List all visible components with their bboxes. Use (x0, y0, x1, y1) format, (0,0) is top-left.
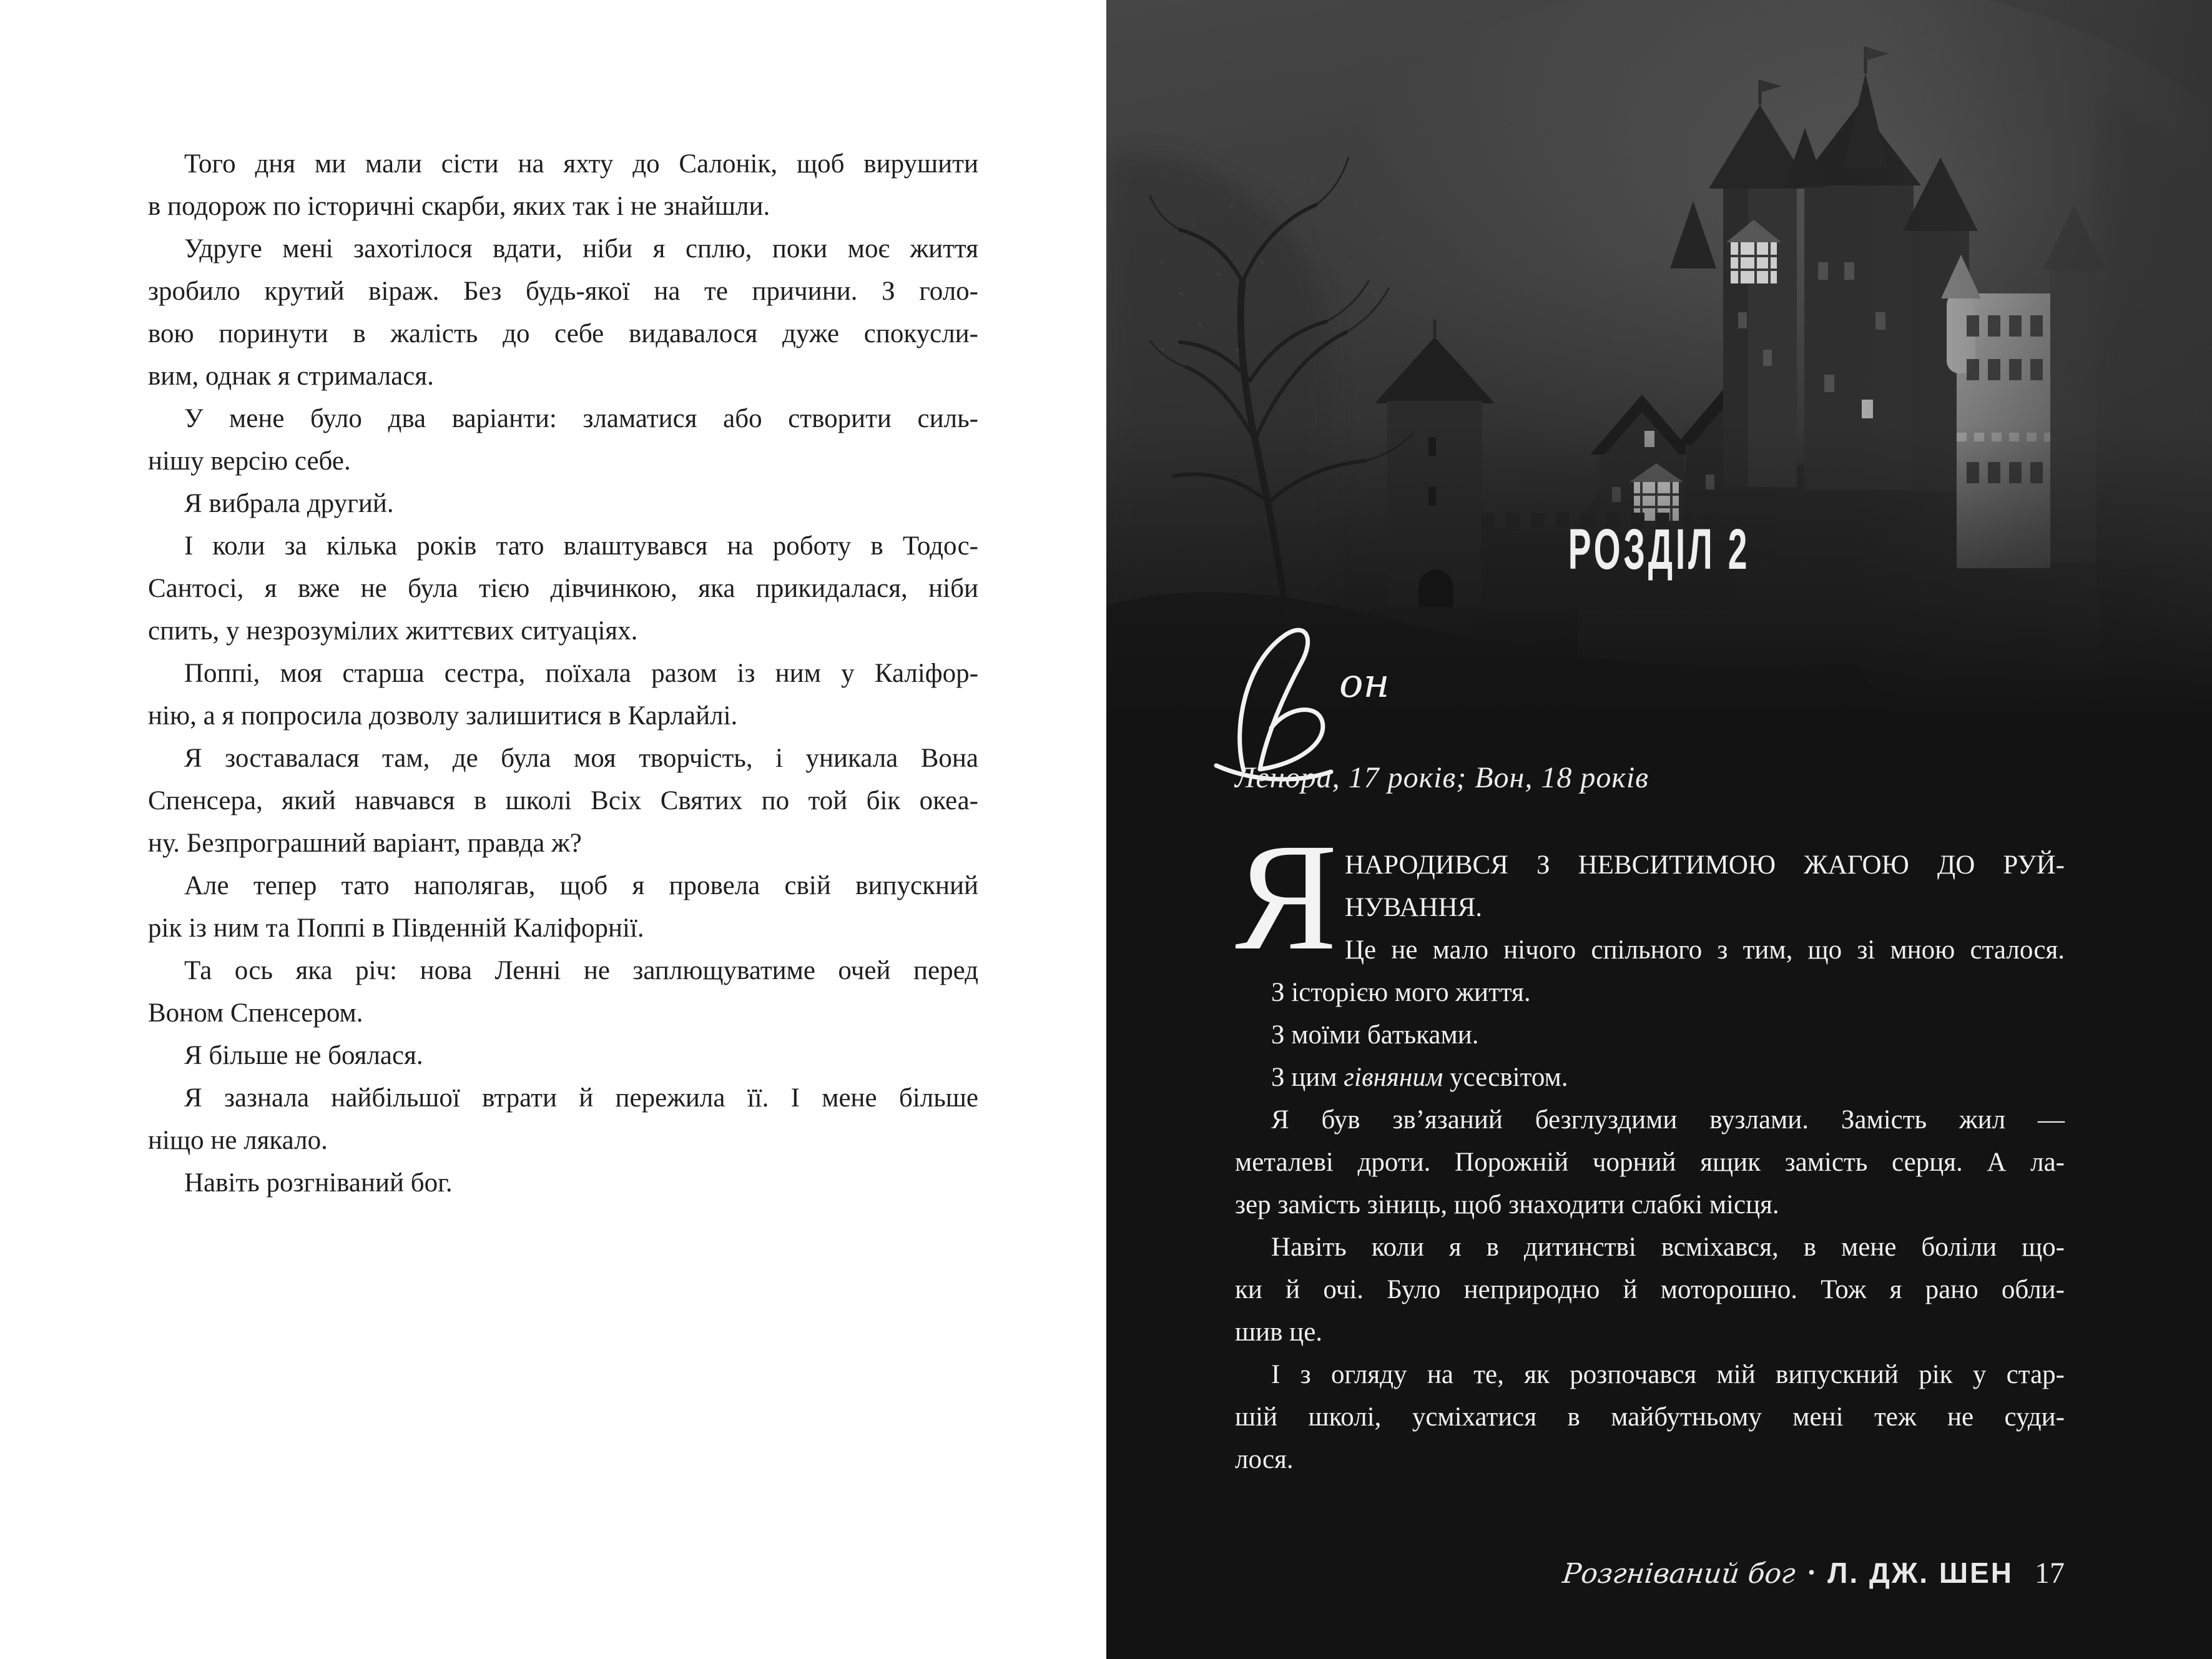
text-line: в подорож по історичні скарби, яких так і не знайшли. (148, 192, 770, 221)
paragraph (148, 1035, 978, 1077)
text-line: Я більше не боялася. (184, 1041, 423, 1070)
text-segment: усесвітом. (1443, 1063, 1568, 1092)
drop-cap: Я (1235, 812, 1338, 982)
paragraph (1235, 1056, 2065, 1099)
chapter-title: РОЗДІЛ 2 (1568, 518, 1751, 581)
text-line: шив це. (1235, 1317, 1323, 1347)
right-page-body (1235, 812, 2065, 1481)
text-line: вим, однак я стрималася. (148, 362, 434, 391)
signature-initial-flourish (1216, 630, 1331, 779)
paragraph (148, 737, 978, 865)
paragraph (148, 228, 978, 398)
footer-bullet-icon: • (1807, 1561, 1816, 1583)
text-line: Того дня ми мали сісти на яхту до Салонік, щоб вирушити (184, 149, 978, 179)
paragraph (148, 525, 978, 652)
text-line: Спенсера, який навчався в школі Всіх Святих по той бік океа- (148, 786, 978, 815)
text-line: зер замість зіниць, щоб знаходити слабкі місця. (1235, 1190, 1779, 1219)
right-page (1106, 0, 2212, 1659)
text-line: З історією мого життя. (1271, 978, 1531, 1007)
dropcap-paragraph (1235, 812, 2065, 982)
text-line: лося. (1235, 1445, 1294, 1474)
paragraph (148, 652, 978, 737)
page-footer (1563, 1556, 2065, 1590)
text-line: Я вибрала другий. (184, 489, 394, 518)
paragraph (148, 483, 978, 525)
paragraph (148, 143, 978, 228)
footer-author: Л. ДЖ. ШЕН (1827, 1557, 2013, 1589)
paragraph (1235, 1354, 2065, 1481)
text-line: спить, у незрозумілих життєвих ситуаціях. (148, 616, 638, 646)
text-line: Навіть розгніваний бог. (184, 1168, 453, 1198)
text-line: Я зазнала найбільшої втрати й пережила її. І мене більше (184, 1083, 978, 1113)
page-number: 17 (2035, 1557, 2065, 1590)
text-line: Удруге мені захотілося вдати, ніби я сплю, поки моє життя (184, 234, 978, 263)
text-line: шій школі, усміхатися в майбутньому мені теж не суди- (1235, 1402, 2065, 1432)
text-line: З моїми батьками. (1271, 1020, 1479, 1050)
text-line (1235, 1056, 2065, 1099)
text-line: нішу версію себе. (148, 446, 351, 476)
paragraph (1235, 972, 2065, 1014)
left-page-body (148, 143, 978, 1204)
footer-book-title: Розгніваний бог (1561, 1558, 1797, 1590)
text-line: вою поринути в жалість до себе видавалося дуже спокусли- (148, 319, 978, 348)
text-line: рік із ним та Поппі в Південній Каліфорнії. (148, 913, 644, 943)
paragraph (148, 950, 978, 1035)
signature-tail: он (1339, 661, 1390, 707)
text-line: Та ось яка річ: нова Ленні не заплющуватиме очей перед (184, 956, 978, 985)
text-line: Навіть коли я в дитинстві всміхався, в мене боліли що- (1271, 1233, 2065, 1262)
text-line: ки й очі. Було неприродно й моторошно. Тож я рано обли- (1235, 1275, 2065, 1304)
text-line: НАРОДИВСЯ З НЕВСИТИМОЮ ЖАГОЮ ДО РУЙ- (1345, 850, 2065, 880)
paragraph (1235, 1226, 2065, 1354)
text-line: НУВАННЯ. (1345, 893, 1483, 922)
paragraph (148, 398, 978, 483)
text-line: металеві дроти. Порожній чорний ящик замість серця. А ла- (1235, 1148, 2065, 1177)
text-line: ну. Безпрограшний варіант, правда ж? (148, 829, 582, 858)
text-line: Я був зв’язаний безглуздими вузлами. Замість жил — (1271, 1105, 2065, 1135)
text-line: І з огляду на те, як розпочався мій випускний рік у стар- (1271, 1360, 2065, 1389)
text-line: Воном Спенсером. (148, 998, 363, 1028)
castle-photo (1106, 0, 2212, 718)
text-line: нію, а я попросила дозволу залишитися в Карлайлі. (148, 701, 738, 731)
italic-text-segment: гівняним (1344, 1063, 1443, 1092)
pov-caption: Ленора, 17 років; Вон, 18 років (1235, 761, 1649, 794)
text-line: Я зоставалася там, де була моя творчість, і уникала Вона (184, 744, 978, 773)
paragraph (1235, 1099, 2065, 1226)
paragraph (148, 865, 978, 950)
paragraph (148, 1077, 978, 1162)
text-line: Поппі, моя старша сестра, поїхала разом із ним у Каліфор- (184, 659, 978, 688)
text-line: Сантосі, я вже не була тією дівчинкою, яка прикидалася, ніби (148, 574, 978, 603)
text-line: ніщо не лякало. (148, 1126, 328, 1155)
paragraph (148, 1162, 978, 1204)
text-line: У мене було два варіанти: зламатися або створити силь- (184, 404, 978, 433)
text-segment: З цим (1271, 1063, 1344, 1092)
text-line: зробило крутий віраж. Без будь-якої на те причини. З голо- (148, 277, 978, 306)
text-line: Але тепер тато наполягав, щоб я провела свій випускний (184, 871, 978, 900)
paragraph (1235, 1014, 2065, 1056)
text-line: І коли за кілька років тато влаштувався на роботу в Тодос- (184, 531, 978, 561)
text-line: Це не мало нічого спільного з тим, що зі мною сталося. (1345, 935, 2065, 965)
